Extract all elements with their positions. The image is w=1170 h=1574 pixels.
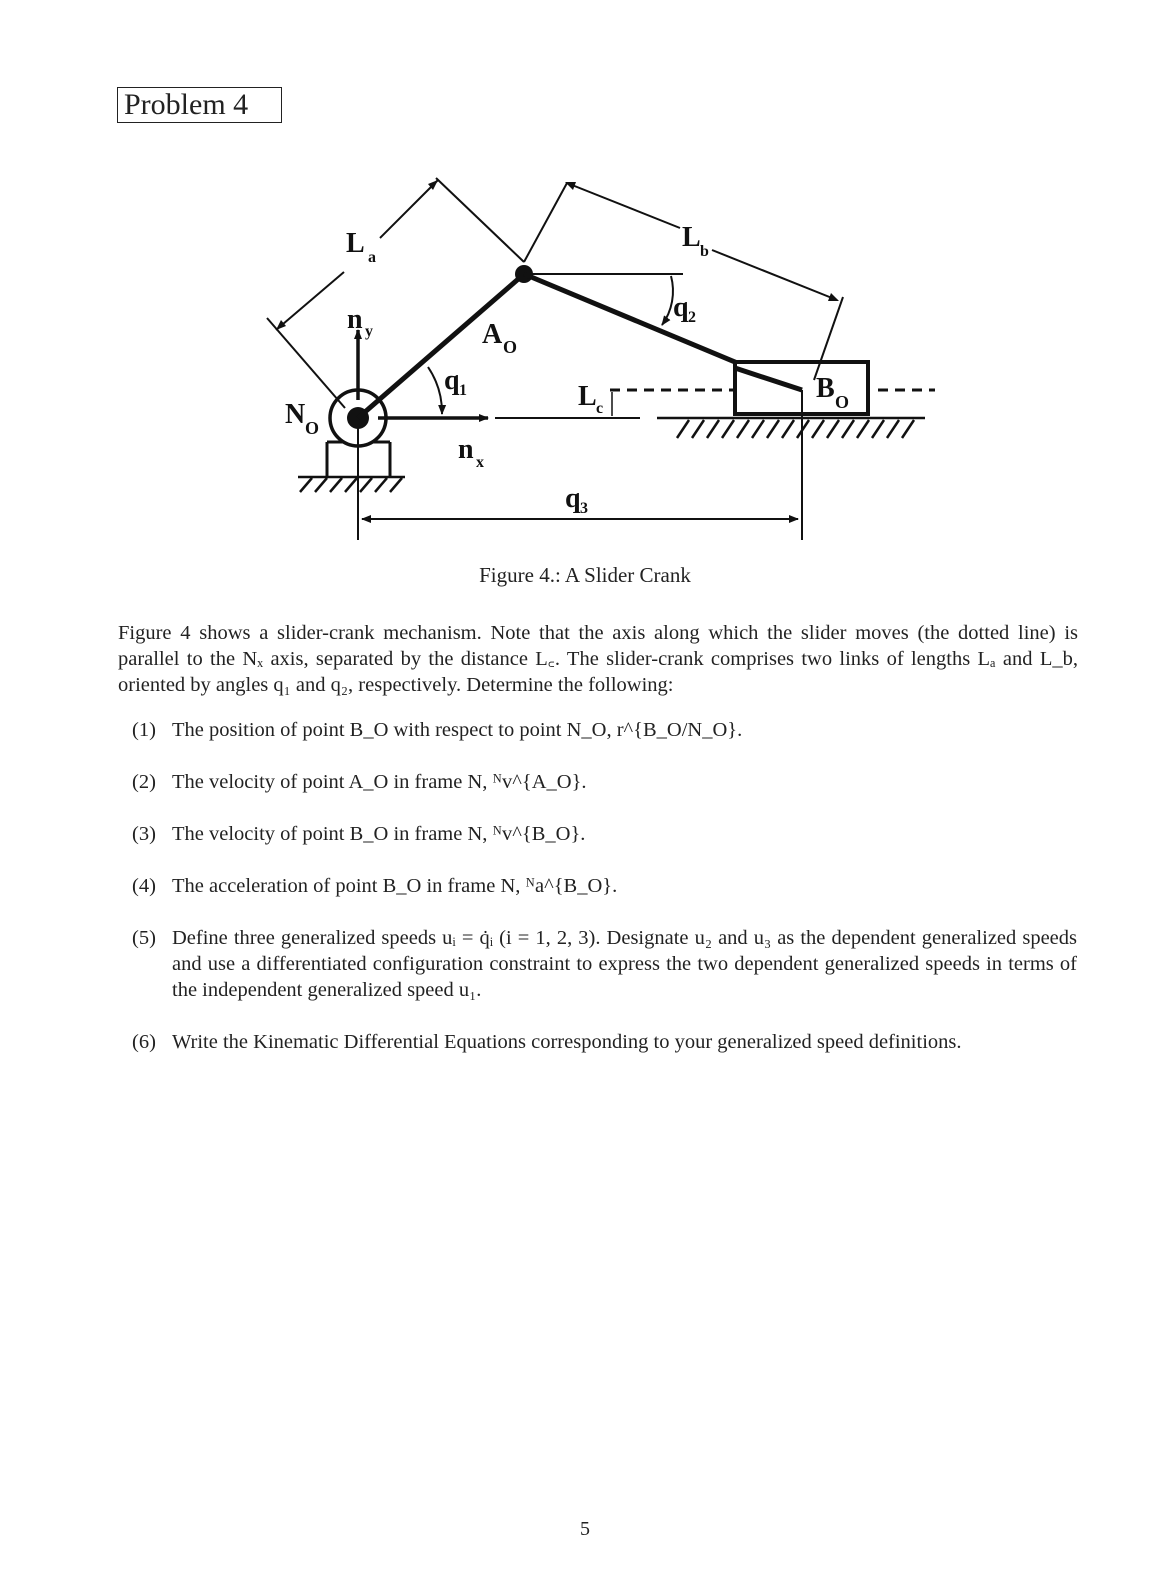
question-item	[132, 717, 1077, 743]
question-number: (3)	[132, 823, 156, 845]
question-text: Define three generalized speeds uᵢ = q̇ᵢ (i = 1, 2, 3). Designate u₂ and u₃ as the dependent generalized speeds and use a differentiated configuration constraint to express the two dependent generalized speeds in terms of the independent generalized speed u₁.	[172, 927, 1077, 1001]
ao-label-main: A	[482, 319, 503, 350]
q2-label-main: q	[673, 292, 689, 323]
question-number: (4)	[132, 875, 156, 897]
nx-label-main: n	[458, 434, 474, 465]
q2-label-sub: 2	[688, 309, 696, 326]
question-item	[132, 873, 1077, 899]
question-text: Write the Kinematic Differential Equations corresponding to your generalized speed definitions.	[172, 1031, 962, 1053]
page-number: 5	[580, 1518, 590, 1540]
bo-label-sub: O	[835, 392, 850, 412]
question-item	[132, 769, 1077, 795]
lb-dimension	[524, 183, 843, 380]
question-item	[132, 821, 1077, 847]
no-label-main: N	[285, 399, 306, 430]
bo-label-main: B	[816, 373, 835, 404]
ao-label-sub: O	[503, 337, 518, 357]
problem-title: Problem 4	[117, 87, 282, 123]
no-label-sub: O	[305, 418, 320, 438]
question-number: (6)	[132, 1031, 156, 1053]
ny-label-sub: y	[365, 323, 373, 340]
la-dimension	[267, 178, 524, 408]
lc-label-main: L	[578, 381, 597, 412]
question-item	[132, 1029, 1077, 1055]
lb-label-sub: b	[700, 243, 709, 260]
question-text: The acceleration of point B_O in frame N, ᴺa^{B_O}.	[172, 875, 618, 897]
problem-description: Figure 4 shows a slider-crank mechanism. Note that the axis along which the slider moves (the dotted line) is parallel to the Nₓ axis, separated by the distance L꜀. The slider-crank comprises two links of lengths Lₐ and L_b, oriented by angles q₁ and q₂, respectively. Determine the following:	[118, 622, 1078, 696]
q1-label-main: q	[444, 365, 460, 396]
q3-label-main: q	[565, 483, 581, 514]
q1-label-sub: 1	[459, 382, 467, 399]
question-text: The velocity of point A_O in frame N, ᴺv^{A_O}.	[172, 771, 587, 793]
figure-caption: Figure 4.: A Slider Crank	[479, 563, 691, 587]
question-number: (1)	[132, 719, 156, 741]
nx-label-sub: x	[476, 454, 484, 471]
question-number: (5)	[132, 927, 156, 949]
question-number: (2)	[132, 771, 156, 793]
lb-label-main: L	[682, 222, 701, 253]
la-label-main: L	[346, 228, 365, 259]
question-text: The position of point B_O with respect to point N_O, r^{B_O/N_O}.	[172, 719, 743, 741]
pivot-ground	[298, 477, 405, 492]
question-item	[132, 925, 1077, 1003]
slider-crank-figure	[0, 160, 1170, 550]
la-label-sub: a	[368, 249, 376, 266]
lc-label-sub: c	[596, 400, 604, 417]
q3-label-sub: 3	[580, 500, 588, 517]
q1-arc	[428, 367, 442, 414]
slider-ground	[657, 418, 925, 438]
question-text: The velocity of point B_O in frame N, ᴺv^{B_O}.	[172, 823, 586, 845]
q2-arc	[662, 276, 673, 325]
ny-label-main: n	[347, 304, 363, 335]
